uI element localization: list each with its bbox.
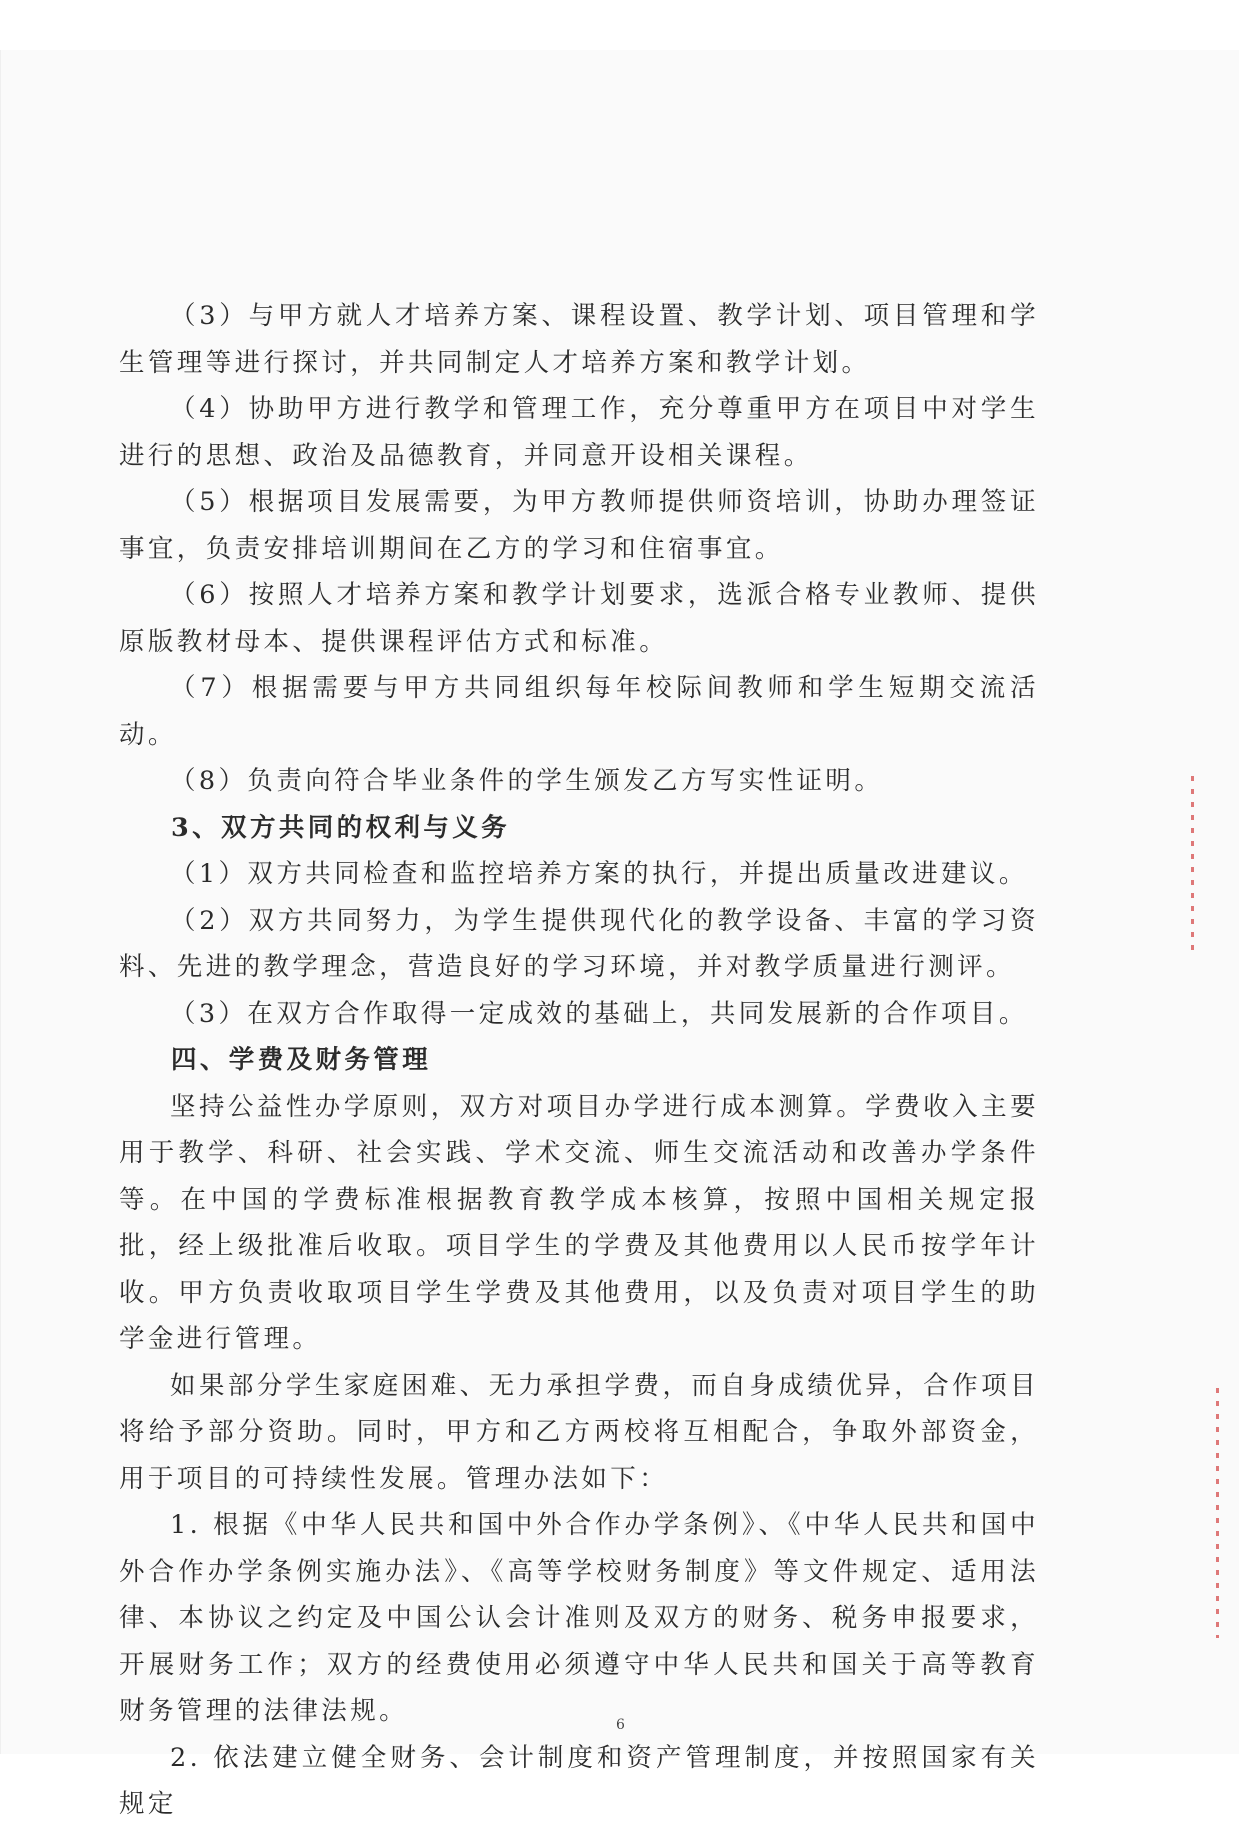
paragraph: （7）根据需要与甲方共同组织每年校际间教师和学生短期交流活动。: [119, 673, 1039, 750]
section-heading: 3、双方共同的权利与义务: [171, 812, 511, 843]
paragraph: （3）在双方合作取得一定成效的基础上，共同发展新的合作项目。: [170, 998, 1028, 1029]
paragraph: （6）按照人才培养方案和教学计划要求，选派合格专业教师、提供原版教材母本、提供课程评估方式和标准。: [119, 580, 1039, 657]
paragraph: 1. 根据《中华人民共和国中外合作办学条例》、《中华人民共和国中外合作办学条例实施办法》、《高等学校财务制度》等文件规定、适用法律、本协议之约定及中国公认会计准则及双方的财务、税务申报要求，开展财务工作；双方的经费使用必须遵守中华人民共和国关于高等教育财务管理的法律法规。: [119, 1510, 1039, 1726]
paragraph: （1）双方共同检查和监控培养方案的执行，并提出质量改进建议。: [170, 859, 1028, 889]
seal-stamp-edge: [1216, 1388, 1219, 1638]
paragraph: 坚持公益性办学原则，双方对项目办学进行成本测算。学费收入主要用于教学、科研、社会实践、学术交流、师生交流活动和改善办学条件等。在中国的学费标准根据教育教学成本核算，按照中国相关规定报批，经上级批准后收取。项目学生的学费及其他费用以人民币按学年计收。甲方负责收取项目学生学费及其他费用，以及负责对项目学生的助学金进行管理。: [119, 1091, 1039, 1354]
document-body: [119, 293, 1039, 1828]
seal-stamp-edge: [1191, 776, 1194, 954]
paragraph: （5）根据项目发展需要，为甲方教师提供师资培训，协助办理签证事宜，负责安排培训期间在乙方的学习和住宿事宜。: [119, 487, 1039, 564]
paragraph: （2）双方共同努力，为学生提供现代化的教学设备、丰富的学习资料、先进的教学理念，营造良好的学习环境，并对教学质量进行测评。: [119, 905, 1039, 982]
paragraph: 2. 依法建立健全财务、会计制度和资产管理制度，并按照国家有关规定: [119, 1742, 1039, 1819]
document-page: [0, 50, 1239, 1819]
paragraph: （8）负责向符合毕业条件的学生颁发乙方写实性证明。: [170, 766, 884, 796]
page-number: 6: [616, 1717, 625, 1733]
section-heading: 四、学费及财务管理: [171, 1045, 432, 1075]
paragraph: 如果部分学生家庭困难、无力承担学费，而自身成绩优异，合作项目将给予部分资助。同时，甲方和乙方两校将互相配合，争取外部资金，用于项目的可持续性发展。管理办法如下：: [119, 1370, 1039, 1494]
paragraph: （3）与甲方就人才培养方案、课程设置、教学计划、项目管理和学生管理等进行探讨，并共同制定人才培养方案和教学计划。: [119, 301, 1039, 378]
paragraph: （4）协助甲方进行教学和管理工作，充分尊重甲方在项目中对学生进行的思想、政治及品德教育，并同意开设相关课程。: [119, 394, 1039, 471]
